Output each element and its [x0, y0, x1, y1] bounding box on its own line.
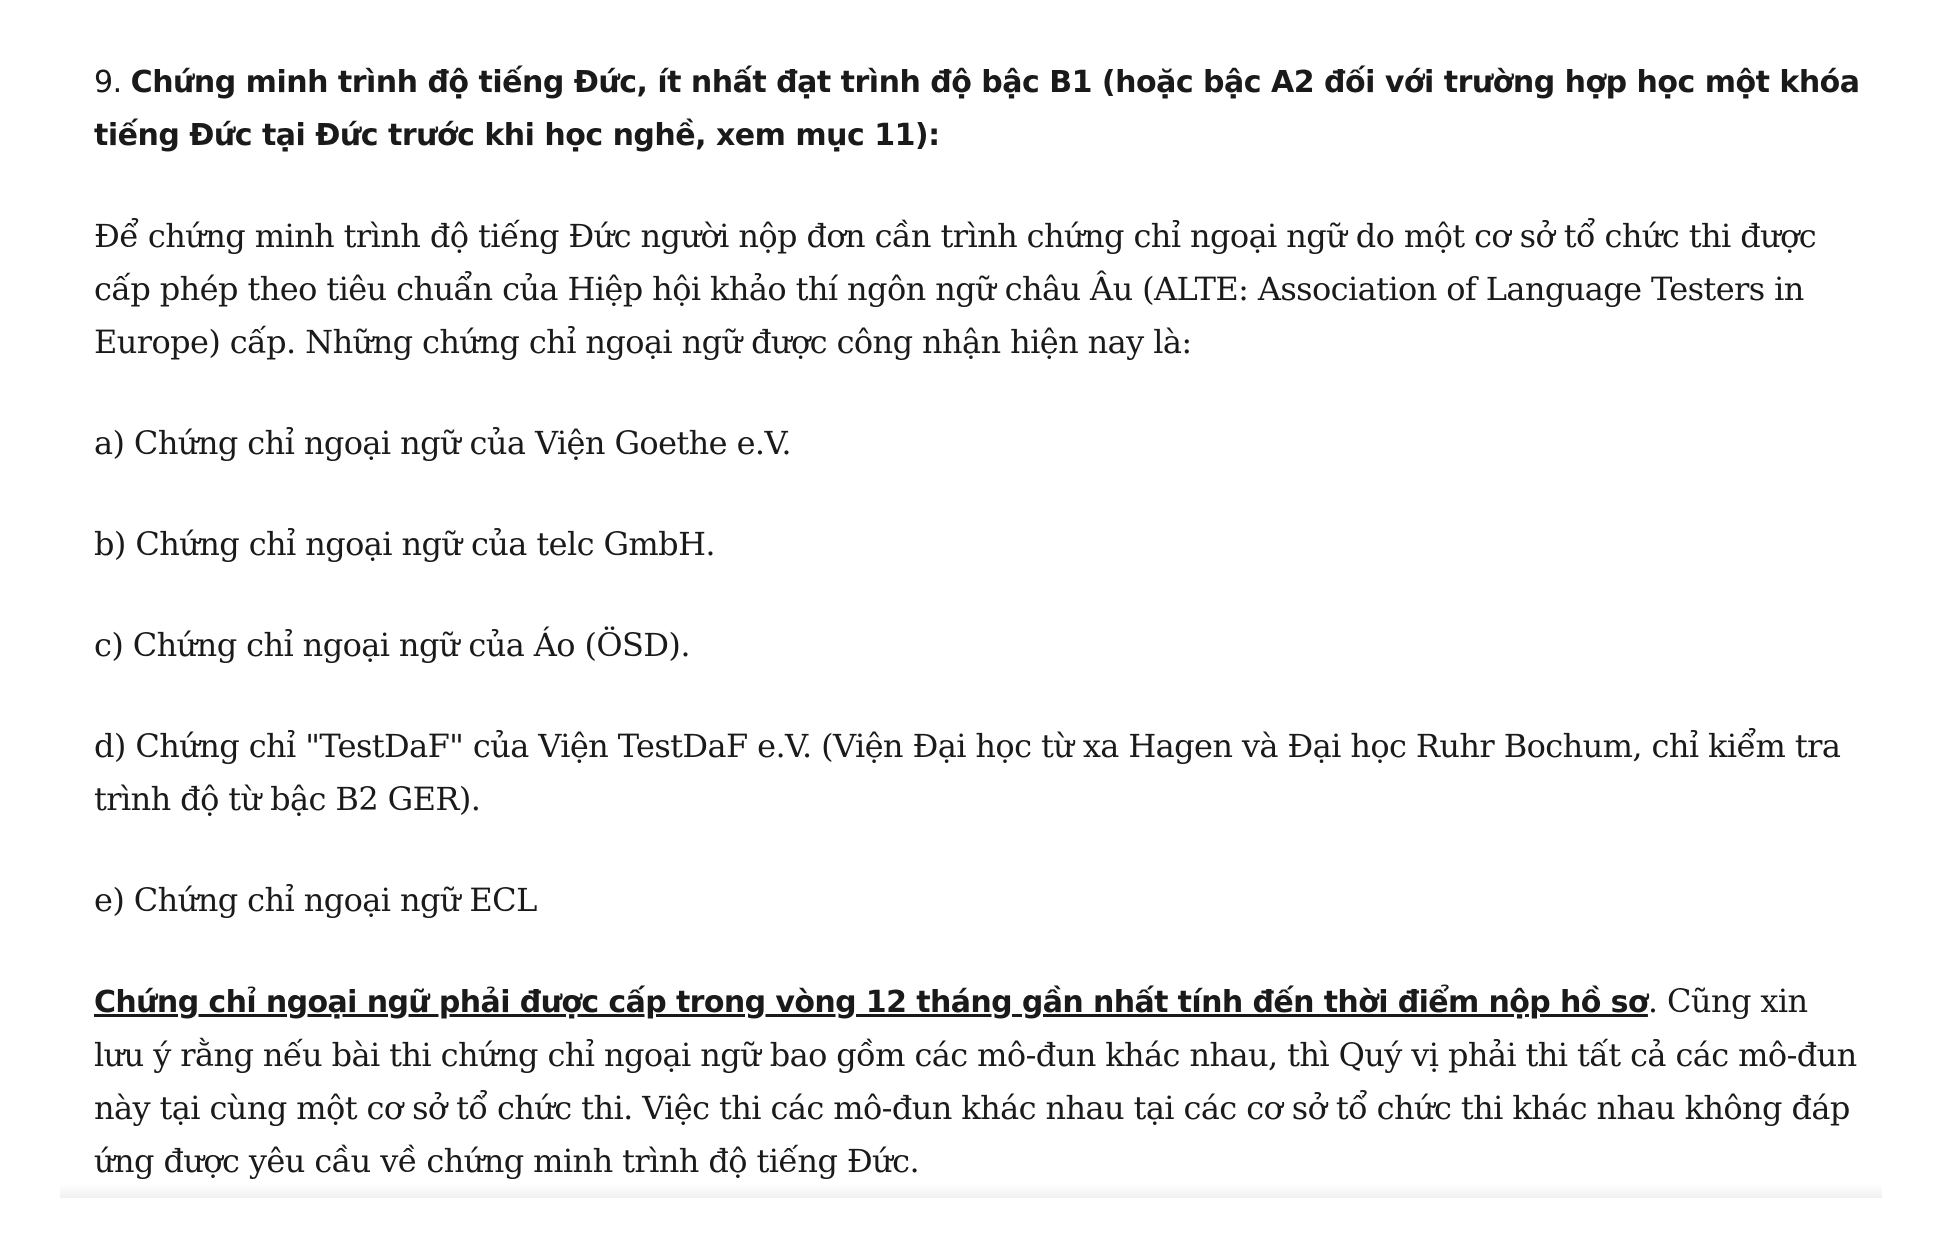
list-item: e) Chứng chỉ ngoại ngữ ECL	[94, 881, 537, 919]
section-title: Chứng minh trình độ tiếng Đức, ít nhất đạt trình độ bậc B1 (hoặc bậc A2 đối với trường hợp học một khóa tiếng Đức tại Đức trước khi học nghề, xem mục 11):	[94, 65, 1860, 153]
list-item: b) Chứng chỉ ngoại ngữ của telc GmbH.	[94, 525, 715, 563]
list-item: a) Chứng chỉ ngoại ngữ của Viện Goethe e.V.	[94, 424, 791, 462]
page-bottom-shadow	[60, 1184, 1882, 1198]
list-item: d) Chứng chỉ "TestDaF" của Viện TestDaF e.V. (Viện Đại học từ xa Hagen và Đại học Ruhr Bochum, chỉ kiểm tra trình độ từ bậc B2 GER).	[94, 727, 1841, 818]
note-emphasis: Chứng chỉ ngoại ngữ phải được cấp trong vòng 12 tháng gần nhất tính đến thời điểm nộp hồ sơ	[94, 985, 1648, 1020]
list-item: c) Chứng chỉ ngoại ngữ của Áo (ÖSD).	[94, 626, 690, 664]
document-body	[94, 56, 1864, 1236]
section-heading	[94, 56, 1864, 162]
note-paragraph	[94, 975, 1864, 1188]
section-number: 9.	[94, 65, 122, 100]
intro-paragraph: Để chứng minh trình độ tiếng Đức người nộp đơn cần trình chứng chỉ ngoại ngữ do một cơ sở tổ chức thi được cấp phép theo tiêu chuẩn của Hiệp hội khảo thí ngôn ngữ châu Âu (ALTE: Association of Language Testers in Europe) cấp. Những chứng chỉ ngoại ngữ được công nhận hiện nay là:	[94, 217, 1817, 361]
note-text: . Cũng xin lưu ý rằng nếu bài thi chứng chỉ ngoại ngữ bao gồm các mô-đun khác nhau, thì Quý vị phải thi tất cả các mô-đun này tại cùng một cơ sở tổ chức thi. Việc thi các mô-đun khác nhau tại các cơ sở tổ chức thi khác nhau không đáp ứng được yêu cầu về chứng minh trình độ tiếng Đức.	[94, 982, 1857, 1180]
